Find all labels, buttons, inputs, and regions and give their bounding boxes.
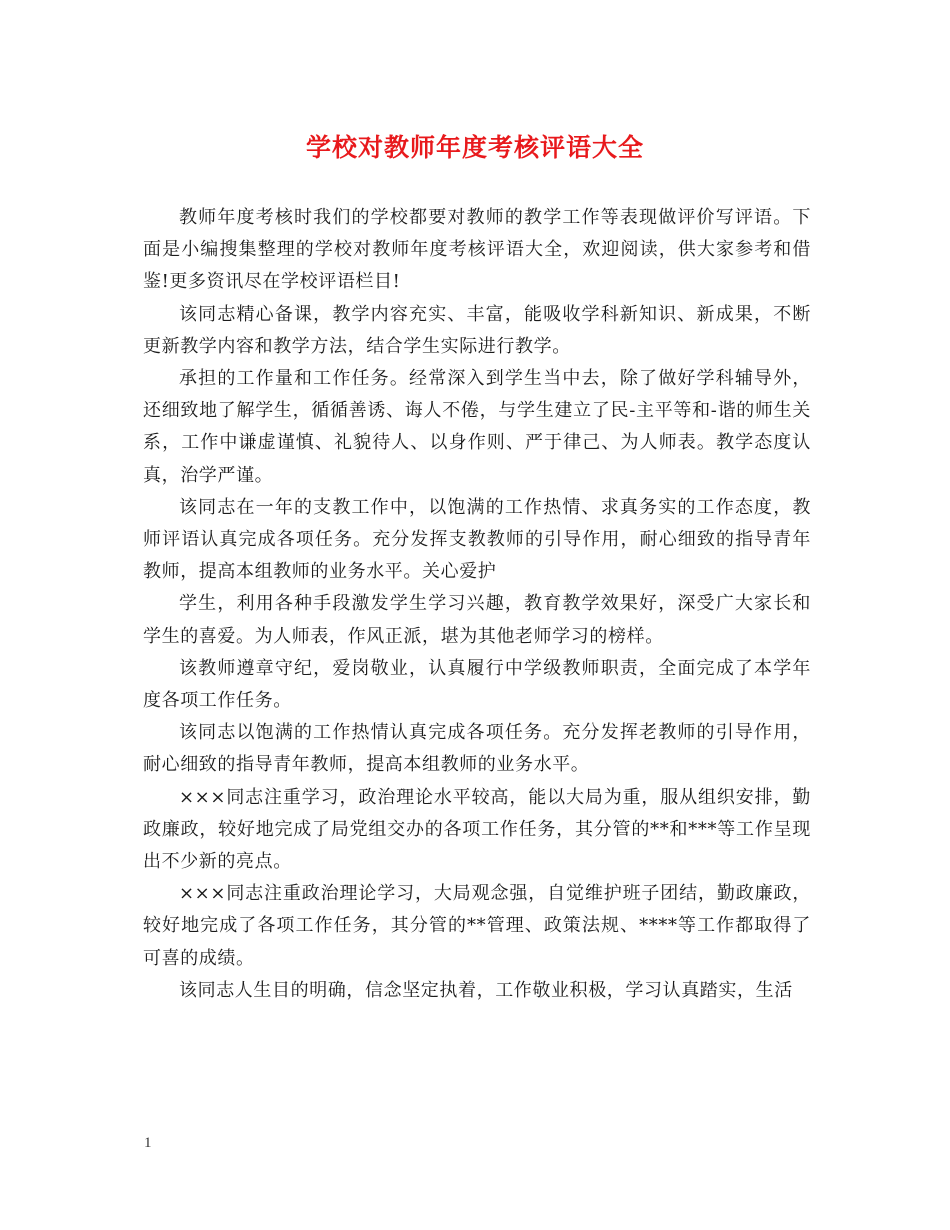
- paragraph: 承担的工作量和工作任务。经常深入到学生当中去，除了做好学科辅导外，还细致地了解学生，循循善诱、诲人不倦，与学生建立了民-主平等和-谐的师生关系，工作中谦虚谨慎、礼貌待人、以身作则、严于律己、为人师表。教学态度认真，治学严谨。: [143, 368, 811, 486]
- paragraph: 该同志精心备课，教学内容充实、丰富，能吸收学科新知识、新成果，不断更新教学内容和教学方法，结合学生实际进行教学。: [143, 303, 811, 357]
- paragraph-intro: 教师年度考核时我们的学校都要对教师的教学工作等表现做评价写评语。下面是小编搜集整理的学校对教师年度考核评语大全，欢迎阅读，供大家参考和借鉴!更多资讯尽在学校评语栏目!: [143, 207, 811, 293]
- document-title: 学校对教师年度考核评语大全: [305, 133, 644, 162]
- paragraph: 该同志以饱满的工作热情认真完成各项任务。充分发挥老教师的引导作用，耐心细致的指导青年教师，提高本组教师的业务水平。: [143, 722, 811, 776]
- document-body: [143, 202, 811, 1007]
- paragraph: 该教师遵章守纪，爱岗敬业，认真履行中学级教师职责，全面完成了本学年度各项工作任务。: [143, 657, 811, 712]
- paragraph: 学生，利用各种手段激发学生学习兴趣，教育教学效果好，深受广大家长和学生的喜爱。为人师表，作风正派，堪为其他老师学习的榜样。: [143, 593, 811, 647]
- paragraph: ×××同志注重政治理论学习，大局观念强，自觉维护班子团结，勤政廉政，较好地完成了各项工作任务，其分管的**管理、政策法规、****等工作都取得了可喜的成绩。: [143, 883, 811, 969]
- paragraph: ×××同志注重学习，政治理论水平较高，能以大局为重，服从组织安排，勤政廉政，较好地完成了局党组交办的各项工作任务，其分管的**和***等工作呈现出不少新的亮点。: [143, 786, 811, 873]
- paragraph: 该同志在一年的支教工作中，以饱满的工作热情、求真务实的工作态度，教师评语认真完成各项任务。充分发挥支教教师的引导作用，耐心细致的指导青年教师，提高本组教师的业务水平。关心爱护: [143, 496, 811, 583]
- page-number: 1: [144, 1135, 152, 1151]
- paragraph: 该同志人生目的明确，信念坚定执着，工作敬业积极，学习认真踏实，生活: [179, 979, 793, 1001]
